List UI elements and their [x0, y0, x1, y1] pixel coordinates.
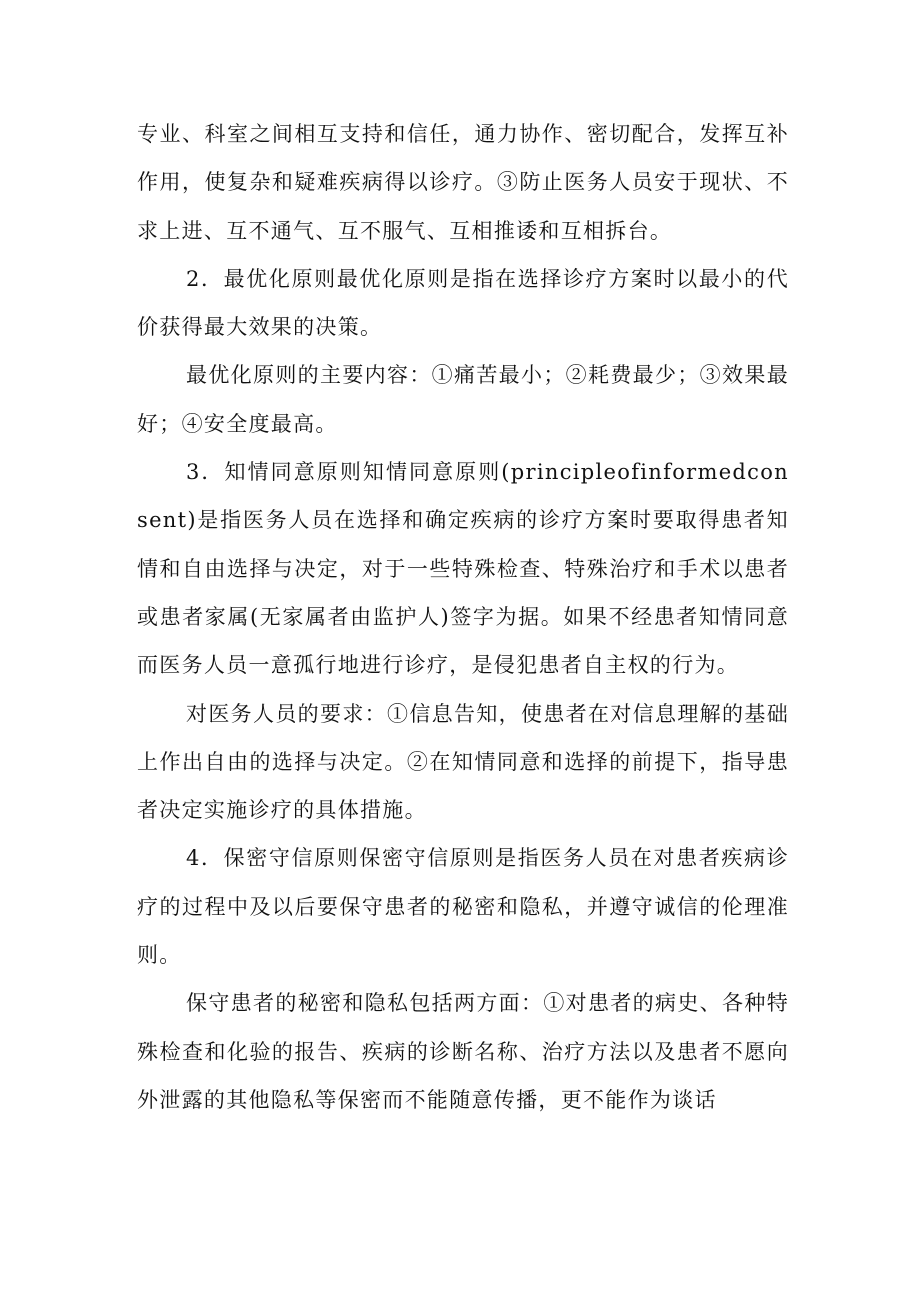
paragraph-confidentiality-principle: 4．保密守信原则保密守信原则是指医务人员在对患者疾病诊疗的过程中及以后要保守患者的秘密和隐私，并遵守诚信的伦理准则。: [137, 846, 789, 968]
paragraph-staff-requirements: 对医务人员的要求：①信息告知，使患者在对信息理解的基础上作出自由的选择与决定。②在知情同意和选择的前提下，指导患者决定实施诊疗的具体措施。: [137, 701, 789, 823]
paragraph-optimization-principle: 2．最优化原则最优化原则是指在选择诊疗方案时以最小的代价获得最大效果的决策。: [137, 266, 789, 340]
paragraph-optimization-contents: 最优化原则的主要内容：①痛苦最小；②耗费最少；③效果最好；④安全度最高。: [137, 363, 789, 436]
paragraph-informed-consent-principle: 3．知情同意原则知情同意原则(principleofinformedconsent)是指医务人员在选择和确定疾病的诊疗方案时要取得患者知情和自由选择与决定，对于一些特殊检查、特殊治疗和手术以患者或患者家属(无家属者由监护人)签字为据。如果不经患者知情同意而医务人员一意孤行地进行诊疗，是侵犯患者自主权的行为。: [137, 460, 789, 678]
paragraph-privacy-protection: 保守患者的秘密和隐私包括两方面：①对患者的病史、各种特殊检查和化验的报告、疾病的诊断名称、治疗方法以及患者不愿向外泄露的其他隐私等保密而不能随意传播，更不能作为谈话: [137, 991, 789, 1112]
paragraph-teamwork-continuation: 专业、科室之间相互支持和信任，通力协作、密切配合，发挥互补作用，使复杂和疑难疾病得以诊疗。③防止医务人员安于现状、不求上进、互不通气、互不服气、互相推诿和互相拆台。: [137, 122, 789, 243]
document-body: [137, 110, 789, 1124]
